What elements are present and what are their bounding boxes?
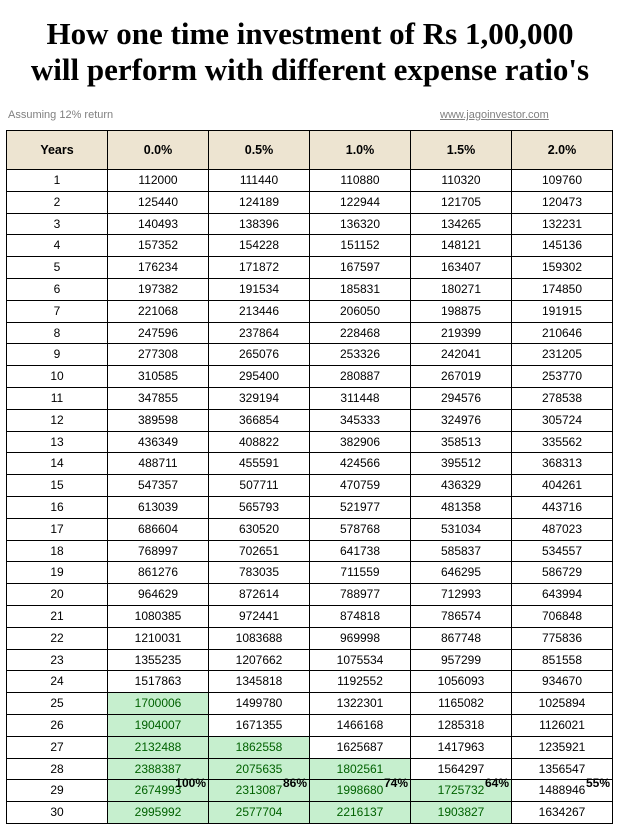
value-cell: 237864 [209,322,310,344]
title-line-1: How one time investment of Rs 1,00,000 [46,16,574,51]
value-cell: 191534 [209,278,310,300]
value-cell: 861276 [108,562,209,584]
value-cell: 641738 [310,540,411,562]
table-row [7,387,613,409]
table-row [7,191,613,213]
value-cell: 783035 [209,562,310,584]
value-cell: 1671355 [209,714,310,736]
value-cell: 706848 [512,605,613,627]
value-cell: 712993 [411,584,512,606]
value-cell: 1322301 [310,693,411,715]
year-cell: 9 [7,344,108,366]
year-cell: 18 [7,540,108,562]
year-cell: 30 [7,802,108,824]
value-cell: 408822 [209,431,310,453]
value-cell: 1564297 [411,758,512,780]
value-cell: 481358 [411,496,512,518]
value-cell: 630520 [209,518,310,540]
value-cell: 198875 [411,300,512,322]
retained-percentage: 74% [383,776,408,790]
value-cell: 786574 [411,605,512,627]
value-cell: 1165082 [411,693,512,715]
value-cell: 231205 [512,344,613,366]
value-cell: 389598 [108,409,209,431]
website-link[interactable]: www.jagoinvestor.com [440,109,549,121]
value-cell: 185831 [310,278,411,300]
value-cell: 210646 [512,322,613,344]
value-cell: 565793 [209,496,310,518]
value-cell: 531034 [411,518,512,540]
value-cell: 191915 [512,300,613,322]
value-cell: 2216137 [310,802,411,824]
year-cell: 29 [7,780,108,802]
value-cell: 613039 [108,496,209,518]
year-cell: 8 [7,322,108,344]
value-cell: 1056093 [411,671,512,693]
value-cell: 109760 [512,170,613,192]
value-cell: 507711 [209,475,310,497]
column-header: 0.5% [209,131,310,170]
value-cell: 120473 [512,191,613,213]
table-row [7,496,613,518]
table-row [7,257,613,279]
value-cell: 305724 [512,409,613,431]
year-cell: 27 [7,736,108,758]
year-cell: 19 [7,562,108,584]
value-cell: 197382 [108,278,209,300]
value-cell: 2132488 [108,736,209,758]
value-cell: 382906 [310,431,411,453]
value-cell: 110320 [411,170,512,192]
value-cell: 159302 [512,257,613,279]
value-cell: 702651 [209,540,310,562]
value-cell: 1903827 [411,802,512,824]
value-cell: 111440 [209,170,310,192]
value-cell: 171872 [209,257,310,279]
table-row [7,235,613,257]
value-cell: 253326 [310,344,411,366]
table-row [7,300,613,322]
retained-percentage: 64% [484,776,509,790]
value-cell: 972441 [209,605,310,627]
table-row [7,213,613,235]
table-row [7,453,613,475]
value-cell: 2388387 [108,758,209,780]
year-cell: 4 [7,235,108,257]
value-cell: 1345818 [209,671,310,693]
table-row [7,584,613,606]
value-cell: 585837 [411,540,512,562]
value-cell: 134265 [411,213,512,235]
value-cell: 969998 [310,627,411,649]
value-cell: 1998680 [310,780,411,802]
year-cell: 6 [7,278,108,300]
retained-percentage: 100% [175,776,206,790]
value-cell: 221068 [108,300,209,322]
table-row [7,518,613,540]
table-row [7,366,613,388]
value-cell: 643994 [512,584,613,606]
value-cell: 366854 [209,409,310,431]
table-row [7,344,613,366]
value-cell: 124189 [209,191,310,213]
value-cell: 872614 [209,584,310,606]
value-cell: 424566 [310,453,411,475]
year-cell: 14 [7,453,108,475]
value-cell: 1080385 [108,605,209,627]
year-cell: 13 [7,431,108,453]
value-cell: 1625687 [310,736,411,758]
value-cell: 1466168 [310,714,411,736]
value-cell: 242041 [411,344,512,366]
value-cell: 2313087 [209,780,310,802]
value-cell: 2674993 [108,780,209,802]
value-cell: 964629 [108,584,209,606]
year-cell: 5 [7,257,108,279]
value-cell: 1725732 [411,780,512,802]
year-cell: 20 [7,584,108,606]
table-row [7,540,613,562]
value-cell: 206050 [310,300,411,322]
value-cell: 867748 [411,627,512,649]
value-cell: 174850 [512,278,613,300]
year-cell: 15 [7,475,108,497]
value-cell: 358513 [411,431,512,453]
value-cell: 1235921 [512,736,613,758]
title-line-2: will perform with different expense ratio's [30,52,590,87]
table-row [7,409,613,431]
value-cell: 219399 [411,322,512,344]
value-cell: 295400 [209,366,310,388]
value-cell: 121705 [411,191,512,213]
value-cell: 443716 [512,496,613,518]
table-row [7,475,613,497]
value-cell: 1126021 [512,714,613,736]
year-cell: 1 [7,170,108,192]
value-cell: 347855 [108,387,209,409]
table-row [7,671,613,693]
value-cell: 335562 [512,431,613,453]
table-row [7,322,613,344]
value-cell: 277308 [108,344,209,366]
value-cell: 1210031 [108,627,209,649]
table-row [7,170,613,192]
return-assumption-note: Assuming 12% return [8,109,114,121]
value-cell: 470759 [310,475,411,497]
value-cell: 455591 [209,453,310,475]
value-cell: 345333 [310,409,411,431]
year-cell: 28 [7,758,108,780]
value-cell: 163407 [411,257,512,279]
value-cell: 851558 [512,649,613,671]
table-header-row [7,131,613,170]
value-cell: 122944 [310,191,411,213]
value-cell: 247596 [108,322,209,344]
table-row [7,736,613,758]
year-cell: 7 [7,300,108,322]
value-cell: 957299 [411,649,512,671]
value-cell: 788977 [310,584,411,606]
value-cell: 110880 [310,170,411,192]
value-cell: 1356547 [512,758,613,780]
retained-percentage: 86% [282,776,307,790]
table-row [7,605,613,627]
value-cell: 267019 [411,366,512,388]
value-cell: 1517863 [108,671,209,693]
value-cell: 176234 [108,257,209,279]
value-cell: 154228 [209,235,310,257]
year-cell: 17 [7,518,108,540]
value-cell: 1862558 [209,736,310,758]
value-cell: 167597 [310,257,411,279]
value-cell: 488711 [108,453,209,475]
column-header: 1.5% [411,131,512,170]
column-header: Years [7,131,108,170]
value-cell: 775836 [512,627,613,649]
value-cell: 136320 [310,213,411,235]
value-cell: 436329 [411,475,512,497]
value-cell: 646295 [411,562,512,584]
value-cell: 395512 [411,453,512,475]
value-cell: 329194 [209,387,310,409]
value-cell: 213446 [209,300,310,322]
column-header: 0.0% [108,131,209,170]
year-cell: 24 [7,671,108,693]
value-cell: 487023 [512,518,613,540]
value-cell: 138396 [209,213,310,235]
value-cell: 112000 [108,170,209,192]
value-cell: 311448 [310,387,411,409]
value-cell: 768997 [108,540,209,562]
value-cell: 278538 [512,387,613,409]
table-row [7,278,613,300]
value-cell: 180271 [411,278,512,300]
table-row [7,627,613,649]
year-cell: 26 [7,714,108,736]
year-cell: 21 [7,605,108,627]
year-cell: 25 [7,693,108,715]
value-cell: 2577704 [209,802,310,824]
value-cell: 1417963 [411,736,512,758]
value-cell: 578768 [310,518,411,540]
value-cell: 534557 [512,540,613,562]
value-cell: 1075534 [310,649,411,671]
value-cell: 253770 [512,366,613,388]
value-cell: 521977 [310,496,411,518]
value-cell: 686604 [108,518,209,540]
value-cell: 151152 [310,235,411,257]
value-cell: 280887 [310,366,411,388]
value-cell: 934670 [512,671,613,693]
year-cell: 3 [7,213,108,235]
value-cell: 228468 [310,322,411,344]
value-cell: 1083688 [209,627,310,649]
value-cell: 547357 [108,475,209,497]
value-cell: 1634267 [512,802,613,824]
value-cell: 2995992 [108,802,209,824]
value-cell: 140493 [108,213,209,235]
year-cell: 22 [7,627,108,649]
value-cell: 265076 [209,344,310,366]
value-cell: 1207662 [209,649,310,671]
year-cell: 10 [7,366,108,388]
value-cell: 148121 [411,235,512,257]
year-cell: 23 [7,649,108,671]
year-cell: 11 [7,387,108,409]
value-cell: 711559 [310,562,411,584]
value-cell: 874818 [310,605,411,627]
value-cell: 1700006 [108,693,209,715]
value-cell: 157352 [108,235,209,257]
value-cell: 436349 [108,431,209,453]
table-row [7,562,613,584]
value-cell: 404261 [512,475,613,497]
retained-percentage: 55% [585,776,610,790]
value-cell: 1025894 [512,693,613,715]
column-header: 1.0% [310,131,411,170]
value-cell: 145136 [512,235,613,257]
year-cell: 12 [7,409,108,431]
value-cell: 1355235 [108,649,209,671]
year-cell: 16 [7,496,108,518]
year-cell: 2 [7,191,108,213]
value-cell: 125440 [108,191,209,213]
column-header: 2.0% [512,131,613,170]
table-row [7,802,613,824]
page-title [0,16,620,88]
value-cell: 1285318 [411,714,512,736]
value-cell: 1904007 [108,714,209,736]
value-cell: 294576 [411,387,512,409]
retained-percentage-row [106,776,611,790]
table-row [7,649,613,671]
value-cell: 1488946 [512,780,613,802]
table-row [7,714,613,736]
expense-ratio-table [6,130,613,824]
table-row [7,431,613,453]
value-cell: 310585 [108,366,209,388]
value-cell: 1499780 [209,693,310,715]
value-cell: 132231 [512,213,613,235]
value-cell: 368313 [512,453,613,475]
value-cell: 1192552 [310,671,411,693]
value-cell: 324976 [411,409,512,431]
value-cell: 586729 [512,562,613,584]
value-cell: 1802561 [310,758,411,780]
value-cell: 2075635 [209,758,310,780]
table-row [7,693,613,715]
